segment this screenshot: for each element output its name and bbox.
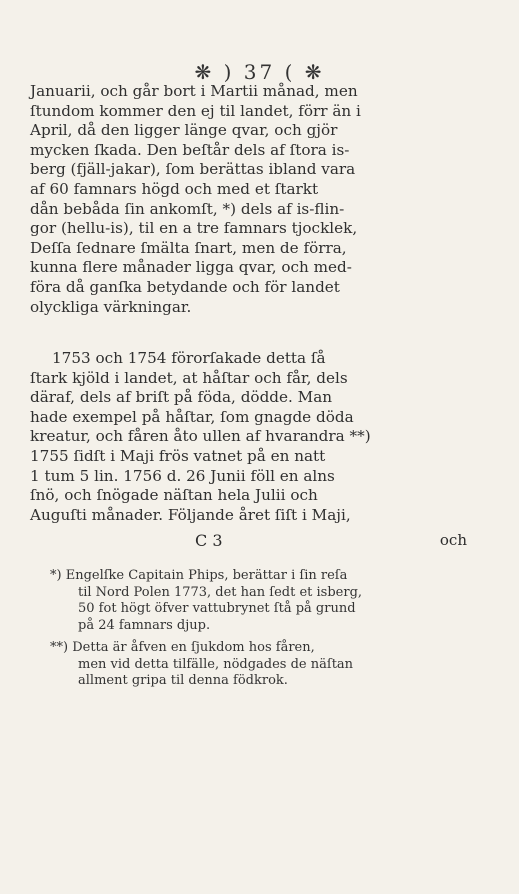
text-line: April, då den ligger länge qvar, och gjör: [30, 121, 338, 140]
text-line: 1753 och 1754 förorſakade detta ſå: [52, 349, 326, 367]
text-line: gor (hellu-is), til en a tre famnars tjocklek,: [30, 219, 358, 238]
text-line: kreatur, och fåren åto ullen af hvarandra **): [30, 427, 371, 446]
text-line: däraf, dels af briſt på föda, dödde. Man: [30, 388, 333, 407]
footnote-1: [50, 568, 500, 634]
text-line: 1755 ſidſt i Maji frös vatnet på en natt: [30, 446, 326, 465]
footnote-line: *) Engelſke Capitain Phips, berättar i ſin reſa: [50, 568, 348, 583]
text-line: Deſſa ſednare ſmälta ſnart, men de förra,: [30, 238, 347, 257]
text-line: af 60 famnars högd och med et ſtarkt: [30, 179, 319, 198]
text-line: 1 tum 5 lin. 1756 d. 26 Junii föll en alns: [30, 466, 335, 485]
text-line: Auguſti månader. Följande året ſiſt i Maji,: [30, 505, 351, 524]
signature-mark: C 3: [195, 531, 223, 550]
text-line: hade exempel på håſtar, ſom gnagde döda: [30, 407, 354, 426]
footnote-line: til Nord Polen 1773, det han ſedt et isberg,: [78, 584, 363, 600]
footnote-2: [50, 640, 500, 690]
text-line: Januarii, och går bort i Martii månad, men: [30, 82, 358, 100]
text-line: föra då ganſka betydande och för landet: [30, 277, 340, 296]
page-header: ❋ ) 37 ( ❋: [194, 60, 325, 84]
footnote-line: 50 fot högt öfver vattubrynet ſtå på grund: [78, 601, 356, 616]
footnote-line: på 24 famnars djup.: [78, 617, 211, 633]
text-line: ſnö, och ſnögade näſtan hela Julii och: [30, 486, 318, 505]
text-line: kunna flere månader ligga qvar, och med-: [30, 258, 352, 277]
footnote-line: allment gripa til denna födkrok.: [78, 673, 288, 688]
footnote-line: men vid detta tilfälle, nödgades de näſtan: [78, 656, 354, 672]
text-line: berg (fjäll-jakar), ſom berättas ibland vara: [30, 160, 356, 179]
paragraph-1: [30, 82, 492, 317]
footnote-line: **) Detta är åfven en ſjukdom hos fåren,: [50, 640, 315, 655]
text-line: ſtundom kommer den ej til landet, förr än i: [30, 101, 361, 120]
text-line: dån bebåda ſin ankomſt, *) dels af is-flin-: [30, 199, 345, 218]
text-line: mycken ſkada. Den beſtår dels af ſtora is-: [30, 140, 350, 159]
catchword: och: [439, 531, 467, 549]
paragraph-2: [30, 349, 492, 525]
text-line: olyckliga värkningar.: [30, 297, 192, 316]
text-line: ſtark kjöld i landet, at håſtar och får, dels: [30, 368, 348, 387]
